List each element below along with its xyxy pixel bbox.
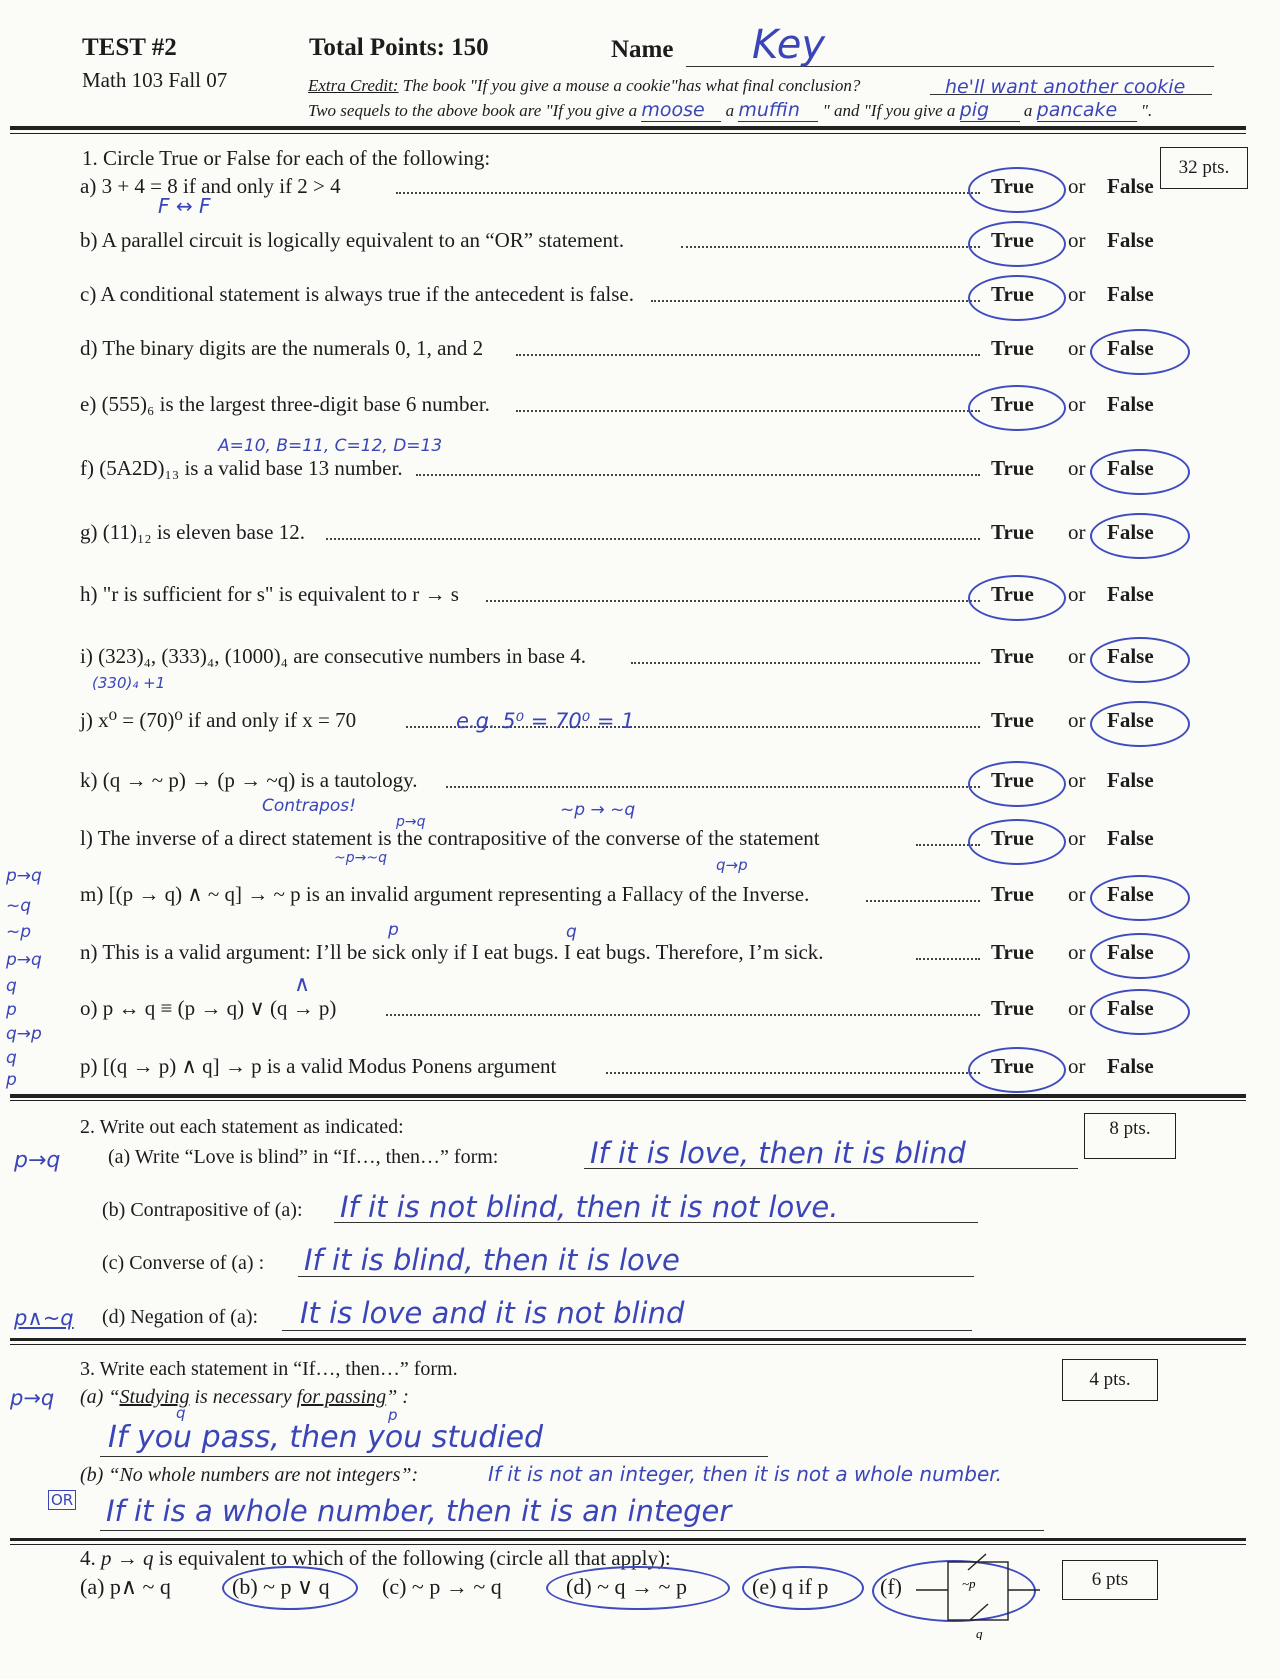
q1-or-label: or: [1068, 456, 1086, 480]
q3-margin-a: p→q: [10, 1386, 55, 1410]
q1-item-statement: o) p ↔ q ≡ (p → q) ∨ (q → p): [80, 996, 337, 1020]
margin-note: p→q: [6, 866, 42, 886]
circuit-label-bottom: q: [976, 1626, 983, 1640]
q1-true-option[interactable]: True: [991, 282, 1034, 306]
q1-item-statement: e) (555)₆ is the largest three-digit base 6 number.: [80, 392, 490, 416]
q1-item-statement: m) [(p → q) ∧ ~ q] → ~ p is an invalid argument representing a Fallacy of the Inverse.: [80, 882, 810, 906]
q1-or-label: or: [1068, 826, 1086, 850]
q1-item: [80, 582, 1230, 614]
q1-item-statement: l) The inverse of a direct statement is the contrapositive of the converse of the statement: [80, 826, 820, 850]
q1k-note: Contrapos!: [262, 796, 356, 816]
q3a-line: [100, 1456, 768, 1457]
q1-answer-circle: [1090, 701, 1190, 747]
q2d-answer: It is love and it is not blind: [300, 1296, 685, 1330]
q1-answer-circle: [1090, 329, 1190, 375]
q3b-answer-1: If it is not an integer, then it is not a whole number.: [488, 1462, 1003, 1486]
q3-points-box: [1062, 1359, 1158, 1401]
margin-note: q: [6, 1048, 17, 1068]
q1-item-leader-dots: [651, 300, 980, 302]
q1-false-option[interactable]: False: [1107, 768, 1154, 792]
q4-instruction: [80, 1546, 671, 1571]
q1-item: [80, 336, 1230, 368]
q4-option-c[interactable]: (c) ~ p → ~ q: [382, 1574, 502, 1599]
q3-mark-q: q: [176, 1404, 186, 1422]
q2d-label: (d) Negation of (a):: [102, 1306, 259, 1328]
q1-item-leader-dots: [486, 600, 980, 602]
circuit-label-top: ~p: [962, 1576, 976, 1591]
q1-item: [80, 282, 1230, 314]
q1f-note: A=10, B=11, C=12, D=13: [218, 436, 443, 456]
q1-false-option[interactable]: False: [1107, 644, 1154, 668]
extra-credit-line: [308, 76, 860, 96]
q3b-answer-2: If it is a whole number, then it is an integer: [106, 1494, 732, 1528]
total-points: Total Points: 150: [309, 34, 489, 61]
q1-points: 32 pts.: [1178, 157, 1230, 178]
q2d-line: [282, 1330, 972, 1331]
q1-answer-circle: [1090, 875, 1190, 921]
q1-item-statement: n) This is a valid argument: I’ll be sick only if I eat bugs. I eat bugs. Therefore, I’m sick.: [80, 940, 824, 964]
q1-true-option[interactable]: True: [991, 174, 1034, 198]
q4-points: 6 pts: [1091, 1569, 1129, 1590]
q1-item: [80, 882, 1230, 914]
q1-instruction: 1. Circle True or False for each of the following:: [82, 146, 491, 170]
q1-answer-circle: [1090, 933, 1190, 979]
q1-item: [80, 228, 1230, 260]
q3a-open: (a) “: [80, 1386, 120, 1408]
q3-rule: [10, 1538, 1246, 1541]
q1-true-option[interactable]: True: [991, 708, 1034, 732]
q1-or-label: or: [1068, 282, 1086, 306]
q1-item: [80, 1054, 1230, 1086]
q1-answer-circle: [1090, 637, 1190, 683]
sequels-end: ".: [1140, 101, 1153, 120]
q1-true-option[interactable]: True: [991, 996, 1034, 1020]
sequel-animal-2: pig: [960, 99, 1020, 122]
q1i-note: (330)₄ +1: [92, 674, 166, 692]
header-rule: [10, 126, 1246, 130]
q4-circuit-diagram: [916, 1548, 1056, 1640]
q1-item: [80, 768, 1230, 800]
course-name: Math 103 Fall 07: [82, 68, 228, 92]
margin-note: p→q: [6, 950, 42, 970]
q1-item: [80, 940, 1230, 972]
q1-or-label: or: [1068, 174, 1086, 198]
q1-true-option[interactable]: True: [991, 456, 1034, 480]
q1-true-option[interactable]: True: [991, 1054, 1034, 1078]
q1-item-leader-dots: [446, 786, 980, 788]
q4-expression: p → q: [101, 1546, 154, 1570]
q1-true-option[interactable]: True: [991, 582, 1034, 606]
q1-item-statement: g) (11)₁₂ is eleven base 12.: [80, 520, 305, 544]
q1-item: [80, 708, 1230, 740]
q2-points-box: [1084, 1113, 1176, 1159]
margin-note: p: [6, 1070, 17, 1090]
q1a-marks: F ↔ F: [158, 194, 211, 218]
q1-false-option[interactable]: False: [1107, 582, 1154, 606]
q4-option-b[interactable]: (b) ~ p ∨ q: [232, 1574, 330, 1599]
q4-option-b-circle: [222, 1566, 358, 1610]
q1-or-label: or: [1068, 228, 1086, 252]
q2-rule-thin: [10, 1344, 1246, 1345]
q1-item-statement: j) x⁰ = (70)⁰ if and only if x = 70: [80, 708, 357, 732]
q1-answer-circle: [968, 385, 1066, 431]
q1-false-option[interactable]: False: [1107, 392, 1154, 416]
extra-credit-question: The book "If you give a mouse a cookie"has what final conclusion?: [402, 76, 861, 95]
q1-answer-circle: [968, 1047, 1066, 1093]
sequels-line: [308, 99, 1152, 122]
q3-or-mark: OR: [48, 1490, 76, 1510]
name-value: Key: [752, 22, 826, 68]
extra-credit-label: Extra Credit:: [308, 76, 399, 95]
q1-true-option[interactable]: True: [991, 228, 1034, 252]
q1-item: [80, 174, 1230, 206]
q1-or-label: or: [1068, 644, 1086, 668]
q1-item-statement: a) 3 + 4 = 8 if and only if 2 > 4: [80, 174, 341, 198]
q1n-p: p: [388, 920, 399, 940]
q4-option-e[interactable]: (e) q if p: [752, 1574, 829, 1599]
sequels-a-2: a: [1023, 101, 1033, 120]
q1-item-statement: k) (q → ~ p) → (p → ~q) is a tautology.: [80, 768, 418, 792]
q1-false-option[interactable]: False: [1107, 456, 1154, 480]
header-rule-thin: [10, 133, 1246, 134]
q1-or-label: or: [1068, 336, 1086, 360]
test-title: TEST #2: [82, 34, 177, 61]
q2b-label: (b) Contrapositive of (a):: [102, 1199, 303, 1221]
q1-answer-circle: [968, 819, 1066, 865]
q3-points: 4 pts.: [1089, 1369, 1131, 1390]
q1-answer-circle: [1090, 989, 1190, 1035]
q1-item-leader-dots: [916, 958, 980, 960]
margin-note: ~p: [6, 922, 32, 942]
q1-true-option[interactable]: True: [991, 940, 1034, 964]
q1-answer-circle: [968, 575, 1066, 621]
q1-item-statement: i) (323)₄, (333)₄, (1000)₄ are consecutive numbers in base 4.: [80, 644, 586, 668]
q1-answer-circle: [968, 275, 1066, 321]
q1-or-label: or: [1068, 996, 1086, 1020]
q2-rule: [10, 1338, 1246, 1341]
sequels-a-1: a: [725, 101, 735, 120]
q4-option-a[interactable]: (a) p∧ ~ q: [80, 1574, 171, 1599]
q1-true-option[interactable]: True: [991, 768, 1034, 792]
q1-item: [80, 826, 1230, 858]
q1-item-leader-dots: [396, 192, 980, 194]
q3a-studying: Studying: [119, 1386, 190, 1408]
q4-option-d-circle: [546, 1566, 730, 1610]
q1-false-option[interactable]: False: [1107, 520, 1154, 544]
q1-item-leader-dots: [516, 410, 980, 412]
q1-item-leader-dots: [516, 354, 980, 356]
q3a-mid: is necessary: [189, 1386, 297, 1408]
q1-false-option[interactable]: False: [1107, 882, 1154, 906]
q1-true-option[interactable]: True: [991, 520, 1034, 544]
q1-false-option[interactable]: False: [1107, 228, 1154, 252]
q3a-close: ” :: [386, 1386, 409, 1408]
q1-item-leader-dots: [866, 900, 980, 902]
q4-option-e-circle: [742, 1566, 864, 1610]
q4-option-f[interactable]: (f): [880, 1574, 902, 1599]
q1-item: [80, 520, 1230, 552]
q1-or-label: or: [1068, 940, 1086, 964]
q2c-answer: If it is blind, then it is love: [304, 1243, 680, 1277]
sequel-food-2: pancake: [1037, 99, 1137, 122]
q3-instruction: 3. Write each statement in “If…, then…” form.: [80, 1358, 458, 1380]
circuit-switch-bottom: [970, 1604, 988, 1620]
q1-item: [80, 392, 1230, 424]
q1-false-option[interactable]: False: [1107, 336, 1154, 360]
q1-or-label: or: [1068, 582, 1086, 606]
q1-true-option[interactable]: True: [991, 826, 1034, 850]
q1-item-statement: p) [(q → p) ∧ q] → p is a valid Modus Ponens argument: [80, 1054, 557, 1078]
q2-instruction: 2. Write out each statement as indicated:: [80, 1116, 404, 1138]
q1-or-label: or: [1068, 1054, 1086, 1078]
name-label: Name: [611, 36, 674, 63]
extra-credit-answer: he'll want another cookie: [945, 76, 1186, 98]
sequels-mid: " and "If you give a: [822, 101, 956, 120]
q2a-answer: If it is love, then it is blind: [590, 1136, 966, 1170]
q2-points: 8 pts.: [1109, 1118, 1151, 1139]
margin-note: ~q: [6, 896, 32, 916]
q4-instruction-text: is equivalent to which of the following (circle all that apply):: [153, 1546, 671, 1570]
q4-points-box: [1062, 1560, 1158, 1600]
q3a-answer: If you pass, then you studied: [108, 1420, 544, 1455]
q3a-label: [80, 1386, 409, 1409]
margin-note: p: [6, 1000, 17, 1020]
q1-item: [80, 644, 1230, 676]
q2a-label: (a) Write “Love is blind” in “If…, then…” form:: [108, 1146, 499, 1168]
q1-or-label: or: [1068, 708, 1086, 732]
q1l-note-1: p→q: [396, 814, 426, 830]
q1-false-option[interactable]: False: [1107, 940, 1154, 964]
q1-item-leader-dots: [386, 1014, 980, 1016]
q4-option-d[interactable]: (d) ~ q → ~ p: [566, 1574, 687, 1599]
q1-false-option[interactable]: False: [1107, 826, 1154, 850]
q1-answer-circle: [968, 221, 1066, 267]
q1-false-option[interactable]: False: [1107, 1054, 1154, 1078]
q3b-label: (b) “No whole numbers are not integers”:: [80, 1464, 419, 1486]
q1-or-label: or: [1068, 768, 1086, 792]
q1o-and: ∧: [294, 972, 311, 997]
q1-true-option[interactable]: True: [991, 336, 1034, 360]
q1-false-option[interactable]: False: [1107, 708, 1154, 732]
margin-note: q→p: [6, 1024, 42, 1044]
q1-answer-circle: [1090, 513, 1190, 559]
q2b-answer: If it is not blind, then it is not love.: [340, 1190, 839, 1224]
q1-item-statement: d) The binary digits are the numerals 0, 1, and 2: [80, 336, 484, 360]
q1-answer-circle: [1090, 449, 1190, 495]
q1-false-option[interactable]: False: [1107, 996, 1154, 1020]
q1-item-statement: f) (5A2D)₁₃ is a valid base 13 number.: [80, 456, 403, 480]
q1-rule-thin: [10, 1100, 1246, 1101]
q1l-note-2: ~p→~q: [334, 850, 387, 866]
q1-false-option[interactable]: False: [1107, 174, 1154, 198]
q1-or-label: or: [1068, 392, 1086, 416]
q1-true-option[interactable]: True: [991, 644, 1034, 668]
q1-answer-circle: [968, 167, 1066, 213]
q1-false-option[interactable]: False: [1107, 282, 1154, 306]
q1-rule: [10, 1094, 1246, 1098]
q2-margin-a: p→q: [14, 1148, 61, 1173]
q1-item-statement: b) A parallel circuit is logically equivalent to an “OR” statement.: [80, 228, 625, 252]
margin-note: q: [6, 976, 17, 996]
sequels-prefix: Two sequels to the above book are "If you give a: [308, 101, 638, 120]
q4-number: 4.: [80, 1546, 96, 1570]
q1-item-leader-dots: [631, 662, 980, 664]
sequel-food-1: muffin: [738, 99, 818, 122]
q1-item-statement: c) A conditional statement is always true if the antecedent is false.: [80, 282, 634, 306]
q1-or-label: or: [1068, 882, 1086, 906]
q3-mark-p: p: [388, 1406, 398, 1424]
sequel-animal-1: moose: [641, 99, 721, 122]
q1l-note-3: q→p: [716, 856, 748, 874]
q1-item-statement: h) "r is sufficient for s" is equivalent to r → s: [80, 582, 459, 606]
q3a-passing: for passing: [296, 1386, 387, 1408]
q1j-note: e.g. 5⁰ = 70⁰ = 1: [456, 709, 635, 733]
q1-answer-circle: [968, 761, 1066, 807]
q1-item-leader-dots: [606, 1072, 980, 1074]
q1-or-label: or: [1068, 520, 1086, 544]
q1-item-leader-dots: [681, 246, 980, 248]
q1-true-option[interactable]: True: [991, 392, 1034, 416]
circuit-frame: [948, 1562, 1008, 1620]
q3b-line: [100, 1530, 1044, 1531]
q1k-note-2: ~p → ~q: [560, 800, 636, 820]
q2c-label: (c) Converse of (a) :: [102, 1252, 265, 1274]
q1-item: [80, 996, 1230, 1028]
q2-margin-d: p∧~q: [14, 1306, 74, 1330]
q3-rule-thin: [10, 1544, 1246, 1545]
q1-true-option[interactable]: True: [991, 882, 1034, 906]
q1-item-leader-dots: [416, 474, 980, 476]
q1-item: [80, 456, 1230, 488]
q1n-q: q: [566, 922, 577, 942]
q1-item-leader-dots: [326, 538, 980, 540]
